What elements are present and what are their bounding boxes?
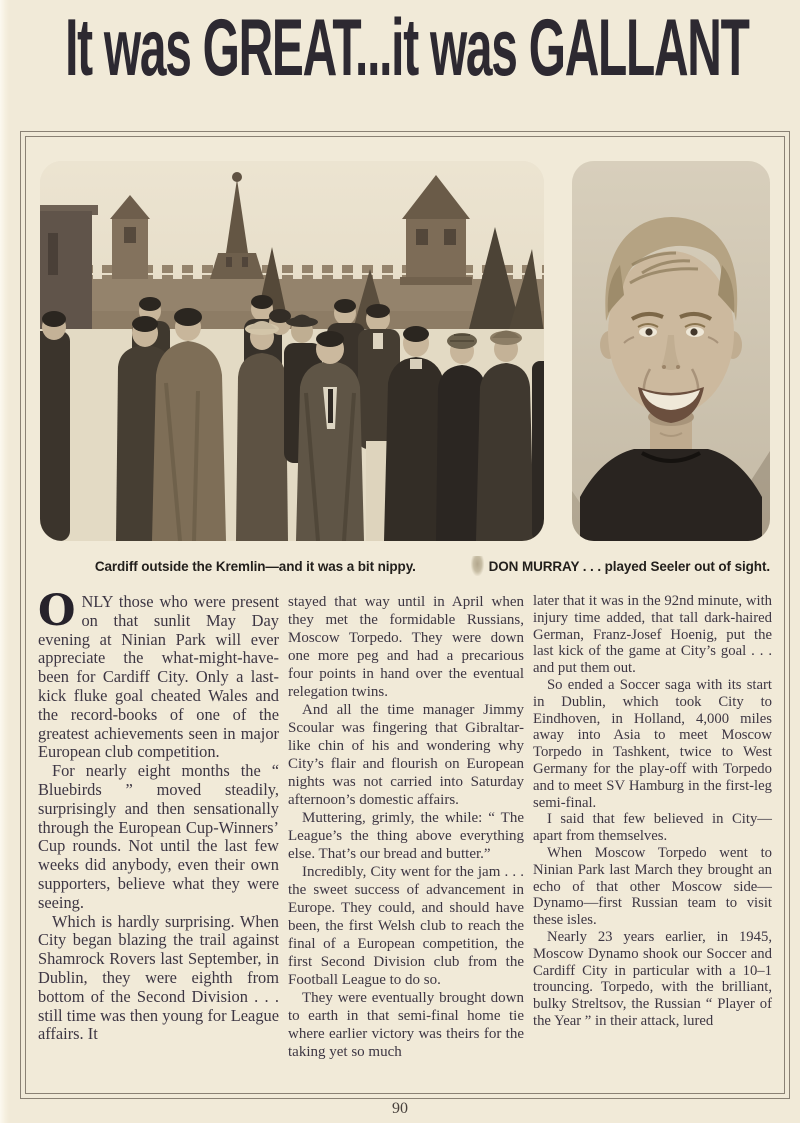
article-column-1 [38, 586, 279, 1061]
paragraph: I said that few believed in City—apart from themselves. [533, 811, 772, 845]
article-frame [20, 131, 790, 1099]
photo-row [26, 137, 784, 541]
page-title [0, 2, 800, 94]
scan-page-edge [0, 0, 9, 1123]
paragraph: later that it was in the 92nd minute, with injury time added, that tall dark-haired German, Franz-Josef Hoenig, put the last kick of the game at City’s goal . . . and put them out. [533, 593, 772, 677]
don-murray-illustration [572, 161, 770, 541]
paragraph: For nearly eight months the “ Bluebirds ” moved steadily, surprisingly and then sensationally through the European Cup-Winners’ Cup rounds. Not until the last few weeks did anybody, even their own supporters, believe what they were seeing. [38, 761, 279, 912]
caption-row [26, 541, 784, 576]
paragraph: So ended a Soccer saga with its start in Dublin, which took City to Eindhoven, in Holland, 4,000 miles away into Asia to meet Moscow Torpedo in Tashkent, twice to West Germany for the play-off with Torpedo and to meet SV Hamburg in the first-leg semi-final. [533, 676, 772, 811]
paragraph: They were eventually brought down to earth in that semi-final home tie where earlier victory was theirs for the taking yet so much [288, 990, 524, 1060]
paragraph: Incredibly, City went for the jam . . . the sweet success of advancement in Europe. They could, and should have been, the first Welsh club to reach the final of a European competition, the first Second Division club from the Football League to do so. [288, 864, 524, 988]
article-column-3 [533, 593, 772, 1061]
paragraph: Which is hardly surprising. When City began blazing the trail against Shamrock Rovers last September, in Dublin, they were eighth from bottom of the Second Division . . . still time was then young for League affairs. It [38, 911, 279, 1044]
paragraph: ONLY those who were present on that sunlit May Day evening at Ninian Park will ever appreciate the what-might-have-been for Cardiff City. Only a last-kick fluke goal cheated Wales and the record-books of one of the greatest achievements seen in major European club competition. [38, 586, 279, 762]
page-number: 90 [392, 1100, 408, 1117]
headline-text: It was GREAT...it was GALLANT [65, 2, 749, 94]
paragraph: And all the time manager Jimmy Scoular was fingering that Gibraltar-like chin of his and wondering why City’s flair and flourish on European nights was not carried into Saturday afternoon’s domestic affairs. [288, 702, 524, 808]
paragraph: Muttering, grimly, the while: “ The League’s the thing above everything else. That’s our bread and butter.” [288, 810, 524, 862]
paragraph: stayed that way until in April when they met the formidable Russians, Moscow Torpedo. They were down one more peg and had a precarious four points in hand over the eventual relegation twins. [288, 594, 524, 700]
drop-cap: O [38, 586, 76, 636]
kremlin-photo-caption: Cardiff outside the Kremlin—and it was a bit nippy. [94, 559, 416, 574]
don-murray-portrait-photo [572, 161, 770, 541]
print-smudge-mark [471, 556, 484, 576]
paragraph: When Moscow Torpedo went to Ninian Park last March they brought an echo of that other Moscow side—Dynamo—first Russian team to visit these isles. [533, 844, 772, 929]
paragraph: Nearly 23 years earlier, in 1945, Moscow Dynamo shook our Soccer and Cardiff City in particular with a 10–1 trouncing. Torpedo, with the brilliant, bulky Streltsov, the Russian “ Player of the Year ” in their attack, lured [533, 928, 772, 1029]
article-body [26, 576, 784, 1061]
kremlin-group-photo [40, 161, 544, 541]
article-column-2 [288, 593, 524, 1061]
don-murray-photo-caption: DON MURRAY . . . played Seeler out of sight. [471, 556, 770, 576]
kremlin-photo-illustration [40, 161, 544, 541]
